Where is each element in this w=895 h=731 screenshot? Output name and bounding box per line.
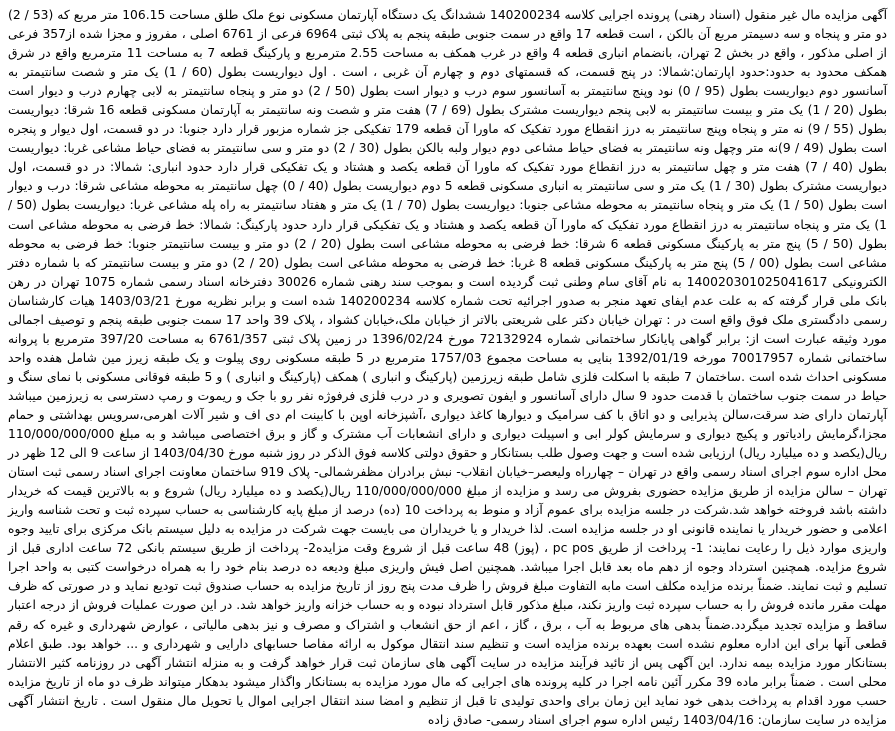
auction-notice-text: آگهی مزایده مال غیر منقول (اسناد رهنی) پرونده اجرایی کلاسه 140200234 ششدانگ یک دستگاه آپارتمان مسکونی نوع ملک طلق مساحت 106.15 متر مربع که (53 / 2) دو متر و پنجاه و سه دسیمتر مربع آن بالکن ، است قطعه 17 واقع در سمت جنوبی طبقه پنجم به پلاک ثبتی 6964 فرعی از 6761 اصلی ، مفروز و مجزا شده از357 فرعی از اصلی مذکور ، واقع در بخش 2 تهران، بانضمام انباری قطعه 4 واقع در غرب همکف به مساحت 2.55 مترمربع و پارکینگ قطعه 7 به مساحت 11 مترمربع واقع در شرق همکف محدود به حدود:حدود اپارتمان:شمالا: در پنج قسمت، که قسمتهای دوم و چهارم آن غربی ، است . اول دیواریست بطول (60 / 1) یک متر و شصت سانتیمتر به آسانسور دوم دیواریست بطول (95 / 0) نود وپنج سانتیمتر به آسانسور سوم درب و دیوار است بطول (50 / 2) دو متر و پنجاه سانتیمتر به لابی چهارم درب و دیوار است بطول (20 / 1) یک متر و بیست سانتیمتر به لابی پنجم دیواریست مشترک بطول (69 / 7) هفت متر و شصت ونه سانتیمتر به آپارتمان مسکونی قطعه 16 شرقا: دیواریست بطول (55 / 9) نه متر و پنجاه وپنج سانتیمتر به درز انقطاع مورد تفکیک که ماورا آن قطعه 179 تفکیکی جز شماره مزبور قرار دارد جنوبا: در دو قسمت، اول دیوار و پنجره است بطول (49 / 9)نه متر وچهل ونه سانتیمتر به فضای حیاط مشاعی دوم دیوار ولبه بالکن بطول (30 / 2) دو متر و سی سانتیمتر به فضای حیاط مشاعی غربا: دیواریست بطول (40 / 7) هفت متر و چهل سانتیمتر به درز انقطاع مورد تفکیک که ماورا آن قطعه یکصد و هشتاد و یک تفکیکی قرار دارد حدود انباری: شمالا: در دو قسمت، اول دیواریست مشترک بطول (30 / 1) یک متر و سی سانتیمتر به انباری مسکونی قطعه 5 دوم دیواریست بطول (40 / 0) چهل سانتیمتر به محوطه مشاعی شرقا: درب و دیوار است بطول (50 / 1) یک متر و پنجاه سانتیمتر به محوطه مشاعی جنوبا: دیواریست بطول (70 / 1) یک متر و هفتاد سانتیمتر به راه پله مشاعی غربا: دیواریست بطول (50 / 1) یک متر و پنجاه سانتیمتر به درز انقطاع مورد تفکیک که ماورا آن قطعه یکصد و هشتاد و یک تفکیکی قرار دارد حدود پارکینگ: شمالا: خط فرضی به محوطه مشاعی است بطول (50 / 5) پنج متر به پارکینگ مسکونی قطعه 6 شرقا: خط فرضی به محوطه مشاعی است بطول (20 / 2) دو متر و بیست سانتیمتر جنوبا: خط فرضی به محوطه مشاعی است بطول (00 / 5) پنج متر به پارکینگ مسکونی قطعه 8 غربا: خط فرضی به محوطه مشاعی است بطول (20 / 2) دو متر و بیست سانتیمتر که با شماره دفتر الکترونیکی 140020301025041617 به نام آقای سام وطنی ثبت گردیده است و بموجب سند رهنی شماره 30026 دفترخانه اسناد رسمی شماره 1075 تهران در رهن بانک ملی قرار گرفته که به علت عدم ایفای تعهد منجر به صدور اجرائیه تحت شماره کلاسه 140200234 شده است و برابر نظریه مورخ 1403/03/21 هیات کارشناسان رسمی دادگستری ملک فوق واقع است در : تهران خیابان دکتر علی شریعتی بالاتر از خیابان ملک،خیابان کشواد ، پلاک 39 واحد 17 سمت جنوبی طبقه پنجم و توصیف اجمالی مورد وثیقه عبارت است از: برابر گواهی پایانکار ساختمانی شماره 72132924 مورخ 1396/02/24 در زمین پلاک ثبتی 6761/357 به مساحت 397/20 مترمربع با پروانه ساختمانی شماره 70017957 مورخه 1392/01/19 بنایی به مساحت مجموع 1757/03 مترمربع در 5 طبقه مسکونی روی پیلوت و یک طبقه زیرز مین شامل هفده واحد مسکونی احداث شده است .ساختمان 7 طبقه با اسکلت فلزی شامل طبقه زیرزمین (پارکینگ و انباری ) همکف (پارکینگ و انباری ) و 5 طبقه فوقانی مسکونی با نمای سنگ و حیاط در سمت جنوب ساختمان با قدمت حدود 9 سال دارای آسانسور و ایفون تصویری و در درب فلزی فرفوژه نفر رو با جک و ریموت و رمپ دسترسی به زیرزمین میباشد آپارتمان دارای ضد سرقت،سالن پذیرایی و دو اتاق با کف سرامیک و دیوارها کاغذ دیواری ،آشپزخانه اوپن با کابینت ام دی اف و شیر آلات اهرمی،سرویس بهداشتی و حمام مجزا،گرمایش رادیاتور و پکیج دیواری و سرمایش کولر ابی و اسپیلت دیواری و دارای انشعابات آب مشترک و گاز و برق اختصاصی میباشد و به مبلغ 110/000/000/000 ریال(یکصد و ده میلیارد ریال) ارزیابی شده است و جهت وصول طلب بستانکار و حقوق دولتی کلاسه فوق الذکر در روز شنبه مورخ 1403/04/30 از ساعت 9 الی 12 ظهر در محل اداره سوم اجرای اسناد رسمی واقع در تهران – چهارراه ولیعصر–خیابان انقلاب- نبش برادران مظفرشمالی- پلاک 919 ساختمان معاونت اجرای اسناد رسمی ثبت استان تهران – سالن مزایده از طریق مزایده حضوری بفروش می رسد و مزایده از مبلغ 110/000/000/000 ریال(یکصد و ده میلیارد ریال) شروع و به بالاترین قیمت که خریدار داشته باشد فروخته خواهد شد.شرکت در جلسه مزایده برای عموم آزاد و منوط به پرداخت 10 (ده) درصد از مبلغ پایه کارشناسی به حساب سپرده ثبت و تحت شناسه واریز اعلامی و حضور خریدار یا نماینده قانونی او در جلسه مزایده است. لذا خریدار و یا خریداران می بایست جهت شرکت در مزایده به دلیل سیستم بانک مرکزی برای تایید وجوه واریزی موارد ذیل را رعایت نمایند: 1- پرداخت از طریق pc pos ، (پوز) 48 ساعت قبل از شروع وقت مزایده2- پرداخت از طریق سیستم بانکی 72 ساعت اداری قبل از شروع مزایده. همچنین استرداد وجوه از دهم ماه بعد قابل اجرا میباشد. همچنین اصل فیش واریزی مبلغ ودیعه ده درصد بنام خود را به همراه درخواست کتبی به واحد اجرا تسلیم و ثبت نمایند. ضمناً برنده مزایده مکلف است مابه التفاوت مبلغ فروش را ظرف مدت پنج روز از تاریخ مزایده به حساب صندوق ثبت تودیع نماید و در صورتی که ظرف مهلت مقرر مانده فروش را به حساب سپرده ثبت واریز نکند، مبلغ مذکور قابل استرداد نبوده و به حساب خزانه واریز خواهد شد. در این صورت عملیات فروش از درجه اعتبار ساقط و مزایده تجدید میگردد.ضمناً بدهی های مربوط به آب ، برق ، گاز ، اعم از حق انشعاب و اشتراک و مصرف و نیز بدهی مالیاتی ، عوارض شهرداری و غیره که رقم قطعی آنها برای این اداره معلوم نشده است بعهده برنده مزایده است و تنظیم سند انتقال موکول به ارائه مفاصا حسابهای دارایی و شهرداری و ... خواهد بود. طبق اعلام بستانکار مورد مزایده بیمه ندارد. این آگهی پس از تائید فرآیند مزایده در سایت آگهی های سازمان ثبت قرار خواهد گرفت و به منزله انتشار آگهی در روزنامه کثیر الانتشار محلی است . ضمناً برابر ماده 39 مکرر آئین نامه اجرا در کلیه پرونده های اجرایی که مال مورد مزایده به بستانکار واگذار میشود بدهکار میتواند ظرف دو ماه از تاریخ مزایده حسب مورد اقدام به پرداخت بدهی خود نماید این زمان برای واحدی تولیدی تا قبل از تنظیم و امضا سند انتقال اجرایی اموال یا تحویل مال منقول است . تاریخ انتشار آگهی مزایده در سایت سازمان: 1403/04/16 رئیس اداره سوم اجرای اسناد رسمی- صادق زاده [8, 8, 888, 727]
